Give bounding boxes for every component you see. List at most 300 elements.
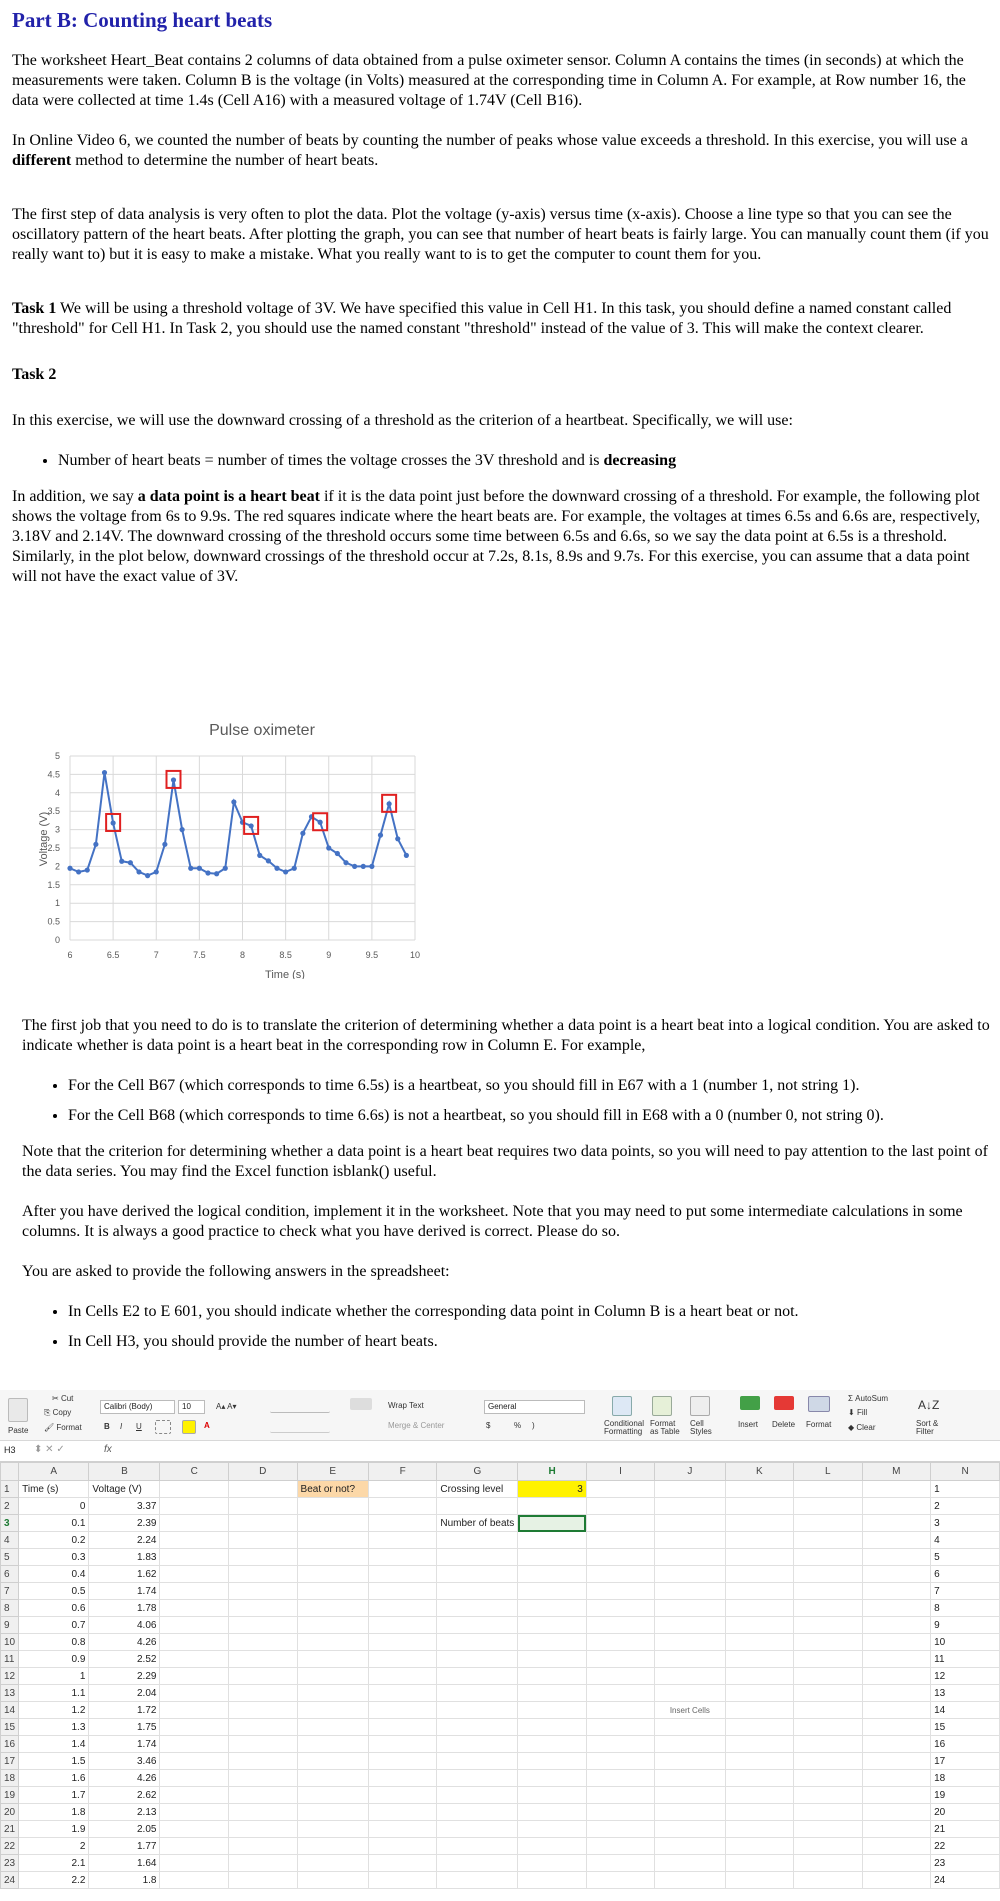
cell-e8[interactable] [297, 1600, 368, 1617]
cell-j22[interactable] [655, 1838, 726, 1855]
cell-j8[interactable] [655, 1600, 726, 1617]
cell-g20[interactable] [437, 1804, 518, 1821]
row-number[interactable]: 20 [1, 1804, 19, 1821]
insert-icon[interactable] [740, 1396, 760, 1410]
cell-e7[interactable] [297, 1583, 368, 1600]
cell-k11[interactable] [725, 1651, 794, 1668]
cell-j16[interactable] [655, 1736, 726, 1753]
sort-filter-icon[interactable]: A↓Z [918, 1398, 940, 1412]
cell-k22[interactable] [725, 1838, 794, 1855]
row-number[interactable]: 15 [1, 1719, 19, 1736]
column-header-b[interactable]: B [89, 1463, 160, 1481]
cell-f11[interactable] [368, 1651, 436, 1668]
cell-h6[interactable] [518, 1566, 587, 1583]
cell-l1[interactable] [794, 1481, 862, 1498]
cell-d16[interactable] [229, 1736, 298, 1753]
cell-a10[interactable]: 0.8 [19, 1634, 89, 1651]
cell-h10[interactable] [518, 1634, 587, 1651]
cell-j17[interactable] [655, 1753, 726, 1770]
cell-d10[interactable] [229, 1634, 298, 1651]
percent-button[interactable]: % [514, 1421, 522, 1430]
cell-m19[interactable] [862, 1787, 931, 1804]
conditional-formatting-button[interactable]: Conditional Formatting [604, 1419, 645, 1436]
cell-f14[interactable] [368, 1702, 436, 1719]
cell-k3[interactable] [725, 1515, 794, 1532]
cell-styles-icon[interactable] [690, 1396, 710, 1416]
delete-icon[interactable] [774, 1396, 794, 1410]
cell-k20[interactable] [725, 1804, 794, 1821]
cell-d23[interactable] [229, 1855, 298, 1872]
font-name-select[interactable]: Calibri (Body) [100, 1400, 175, 1414]
cell-n17[interactable]: 17 [931, 1753, 1000, 1770]
cell-i21[interactable] [586, 1821, 654, 1838]
select-all-corner[interactable] [1, 1463, 19, 1481]
cell-k23[interactable] [725, 1855, 794, 1872]
cell-h5[interactable] [518, 1549, 587, 1566]
cell-d9[interactable] [229, 1617, 298, 1634]
cell-i12[interactable] [586, 1668, 654, 1685]
cell-m12[interactable] [862, 1668, 931, 1685]
cell-f12[interactable] [368, 1668, 436, 1685]
cell-i16[interactable] [586, 1736, 654, 1753]
cell-i5[interactable] [586, 1549, 654, 1566]
align-top-icon[interactable] [270, 1398, 330, 1413]
cell-m3[interactable] [862, 1515, 931, 1532]
delete-button[interactable]: Delete [772, 1420, 796, 1429]
cell-b21[interactable]: 2.05 [89, 1821, 160, 1838]
cell-n21[interactable]: 21 [931, 1821, 1000, 1838]
cell-h20[interactable] [518, 1804, 587, 1821]
column-header-g[interactable]: G [437, 1463, 518, 1481]
cell-i4[interactable] [586, 1532, 654, 1549]
cell-h3[interactable] [518, 1515, 587, 1532]
format-as-table-button[interactable]: Format as Table [650, 1419, 680, 1436]
cell-j21[interactable] [655, 1821, 726, 1838]
cell-f7[interactable] [368, 1583, 436, 1600]
cell-c12[interactable] [160, 1668, 229, 1685]
row-number[interactable]: 9 [1, 1617, 19, 1634]
cell-a17[interactable]: 1.5 [19, 1753, 89, 1770]
cell-h18[interactable] [518, 1770, 587, 1787]
cell-i17[interactable] [586, 1753, 654, 1770]
cell-m11[interactable] [862, 1651, 931, 1668]
cell-h13[interactable] [518, 1685, 587, 1702]
cell-b7[interactable]: 1.74 [89, 1583, 160, 1600]
cell-m5[interactable] [862, 1549, 931, 1566]
cell-a7[interactable]: 0.5 [19, 1583, 89, 1600]
cell-c5[interactable] [160, 1549, 229, 1566]
cell-j12[interactable] [655, 1668, 726, 1685]
format-painter-button[interactable]: 🖌 Format [44, 1423, 82, 1432]
cell-e20[interactable] [297, 1804, 368, 1821]
row-number[interactable]: 16 [1, 1736, 19, 1753]
cell-h8[interactable] [518, 1600, 587, 1617]
cell-b20[interactable]: 2.13 [89, 1804, 160, 1821]
cell-h14[interactable] [518, 1702, 587, 1719]
cell-b24[interactable]: 1.8 [89, 1872, 160, 1889]
cell-l17[interactable] [794, 1753, 862, 1770]
row-number[interactable]: 7 [1, 1583, 19, 1600]
cell-g21[interactable] [437, 1821, 518, 1838]
row-number[interactable]: 2 [1, 1498, 19, 1515]
cell-f20[interactable] [368, 1804, 436, 1821]
cell-h21[interactable] [518, 1821, 587, 1838]
cell-l14[interactable] [794, 1702, 862, 1719]
row-number[interactable]: 19 [1, 1787, 19, 1804]
cell-d18[interactable] [229, 1770, 298, 1787]
cell-d12[interactable] [229, 1668, 298, 1685]
cell-j6[interactable] [655, 1566, 726, 1583]
cell-a2[interactable]: 0 [19, 1498, 89, 1515]
cell-c7[interactable] [160, 1583, 229, 1600]
cell-f5[interactable] [368, 1549, 436, 1566]
cell-f15[interactable] [368, 1719, 436, 1736]
cell-b8[interactable]: 1.78 [89, 1600, 160, 1617]
cell-c18[interactable] [160, 1770, 229, 1787]
cell-e14[interactable] [297, 1702, 368, 1719]
cell-e15[interactable] [297, 1719, 368, 1736]
cell-a9[interactable]: 0.7 [19, 1617, 89, 1634]
row-number[interactable]: 10 [1, 1634, 19, 1651]
cell-f18[interactable] [368, 1770, 436, 1787]
cell-g2[interactable] [437, 1498, 518, 1515]
cell-h2[interactable] [518, 1498, 587, 1515]
font-color-icon[interactable]: A [204, 1421, 210, 1430]
cell-c1[interactable] [160, 1481, 229, 1498]
cell-a24[interactable]: 2.2 [19, 1872, 89, 1889]
insert-button[interactable]: Insert [738, 1420, 759, 1429]
cell-e13[interactable] [297, 1685, 368, 1702]
row-number[interactable]: 23 [1, 1855, 19, 1872]
cell-k9[interactable] [725, 1617, 794, 1634]
cell-a12[interactable]: 1 [19, 1668, 89, 1685]
cell-a3[interactable]: 0.1 [19, 1515, 89, 1532]
cell-m22[interactable] [862, 1838, 931, 1855]
cell-e12[interactable] [297, 1668, 368, 1685]
cell-k15[interactable] [725, 1719, 794, 1736]
cell-m13[interactable] [862, 1685, 931, 1702]
cell-c20[interactable] [160, 1804, 229, 1821]
bold-button[interactable]: B [104, 1422, 110, 1431]
cell-f21[interactable] [368, 1821, 436, 1838]
cell-j7[interactable] [655, 1583, 726, 1600]
cell-j10[interactable] [655, 1634, 726, 1651]
row-number[interactable]: 24 [1, 1872, 19, 1889]
column-header-d[interactable]: D [229, 1463, 298, 1481]
cell-b3[interactable]: 2.39 [89, 1515, 160, 1532]
borders-icon[interactable] [155, 1420, 171, 1434]
paste-button[interactable]: Paste [8, 1426, 29, 1435]
underline-button[interactable]: U [136, 1422, 142, 1431]
cell-e19[interactable] [297, 1787, 368, 1804]
cell-b18[interactable]: 4.26 [89, 1770, 160, 1787]
cell-b2[interactable]: 3.37 [89, 1498, 160, 1515]
cell-h7[interactable] [518, 1583, 587, 1600]
cell-e18[interactable] [297, 1770, 368, 1787]
cell-b16[interactable]: 1.74 [89, 1736, 160, 1753]
cell-f3[interactable] [368, 1515, 436, 1532]
cell-f22[interactable] [368, 1838, 436, 1855]
cell-g3[interactable]: Number of beats [437, 1515, 518, 1532]
cell-h17[interactable] [518, 1753, 587, 1770]
fill-button[interactable]: ⬇ Fill [848, 1408, 868, 1417]
cell-i8[interactable] [586, 1600, 654, 1617]
cell-j13[interactable] [655, 1685, 726, 1702]
sort-filter-button[interactable]: Sort & Filter [916, 1419, 939, 1436]
column-header-n[interactable]: N [931, 1463, 1000, 1481]
cell-h1[interactable]: 3 [518, 1481, 587, 1498]
cut-button[interactable]: ✂ Cut [52, 1394, 74, 1403]
conditional-formatting-icon[interactable] [612, 1396, 632, 1416]
cell-h24[interactable] [518, 1872, 587, 1889]
cell-n5[interactable]: 5 [931, 1549, 1000, 1566]
cell-j4[interactable] [655, 1532, 726, 1549]
cell-i11[interactable] [586, 1651, 654, 1668]
copy-button[interactable]: ⎘ Copy [44, 1408, 72, 1417]
cell-n10[interactable]: 10 [931, 1634, 1000, 1651]
cell-d3[interactable] [229, 1515, 298, 1532]
cell-f24[interactable] [368, 1872, 436, 1889]
cell-g10[interactable] [437, 1634, 518, 1651]
cell-c23[interactable] [160, 1855, 229, 1872]
cell-i20[interactable] [586, 1804, 654, 1821]
cell-b17[interactable]: 3.46 [89, 1753, 160, 1770]
cell-k21[interactable] [725, 1821, 794, 1838]
paste-icon[interactable] [8, 1398, 28, 1422]
cell-n1[interactable]: 1 [931, 1481, 1000, 1498]
format-button[interactable]: Format [806, 1420, 832, 1429]
cell-m1[interactable] [862, 1481, 931, 1498]
row-number[interactable]: 12 [1, 1668, 19, 1685]
cell-e10[interactable] [297, 1634, 368, 1651]
cell-d15[interactable] [229, 1719, 298, 1736]
comma-button[interactable]: ) [532, 1421, 535, 1430]
row-number[interactable]: 21 [1, 1821, 19, 1838]
cell-n22[interactable]: 22 [931, 1838, 1000, 1855]
cell-e5[interactable] [297, 1549, 368, 1566]
cell-m6[interactable] [862, 1566, 931, 1583]
cell-n9[interactable]: 9 [931, 1617, 1000, 1634]
cell-d21[interactable] [229, 1821, 298, 1838]
cell-i13[interactable] [586, 1685, 654, 1702]
cell-d20[interactable] [229, 1804, 298, 1821]
cell-e3[interactable] [297, 1515, 368, 1532]
cell-l4[interactable] [794, 1532, 862, 1549]
column-header-h[interactable]: H [518, 1463, 587, 1481]
cell-l12[interactable] [794, 1668, 862, 1685]
cell-a19[interactable]: 1.7 [19, 1787, 89, 1804]
row-number[interactable]: 17 [1, 1753, 19, 1770]
cell-l21[interactable] [794, 1821, 862, 1838]
cell-k6[interactable] [725, 1566, 794, 1583]
cell-f1[interactable] [368, 1481, 436, 1498]
column-header-i[interactable]: I [586, 1463, 654, 1481]
cell-i24[interactable] [586, 1872, 654, 1889]
cell-e2[interactable] [297, 1498, 368, 1515]
cell-a16[interactable]: 1.4 [19, 1736, 89, 1753]
cell-d8[interactable] [229, 1600, 298, 1617]
cell-b19[interactable]: 2.62 [89, 1787, 160, 1804]
cell-styles-button[interactable]: Cell Styles [690, 1419, 712, 1436]
cell-c24[interactable] [160, 1872, 229, 1889]
cell-k12[interactable] [725, 1668, 794, 1685]
cell-j14[interactable]: Insert Cells [655, 1702, 726, 1719]
cell-n12[interactable]: 12 [931, 1668, 1000, 1685]
cell-e9[interactable] [297, 1617, 368, 1634]
cell-k4[interactable] [725, 1532, 794, 1549]
cell-f16[interactable] [368, 1736, 436, 1753]
cell-c10[interactable] [160, 1634, 229, 1651]
cell-n3[interactable]: 3 [931, 1515, 1000, 1532]
cell-f2[interactable] [368, 1498, 436, 1515]
row-number[interactable]: 3 [1, 1515, 19, 1532]
cell-c11[interactable] [160, 1651, 229, 1668]
cell-n18[interactable]: 18 [931, 1770, 1000, 1787]
cell-a18[interactable]: 1.6 [19, 1770, 89, 1787]
cell-l20[interactable] [794, 1804, 862, 1821]
cell-c16[interactable] [160, 1736, 229, 1753]
cell-n15[interactable]: 15 [931, 1719, 1000, 1736]
cell-a4[interactable]: 0.2 [19, 1532, 89, 1549]
cell-k7[interactable] [725, 1583, 794, 1600]
cell-h23[interactable] [518, 1855, 587, 1872]
cell-g6[interactable] [437, 1566, 518, 1583]
cell-l6[interactable] [794, 1566, 862, 1583]
cell-f13[interactable] [368, 1685, 436, 1702]
cell-c9[interactable] [160, 1617, 229, 1634]
cell-b15[interactable]: 1.75 [89, 1719, 160, 1736]
cell-c3[interactable] [160, 1515, 229, 1532]
row-number[interactable]: 22 [1, 1838, 19, 1855]
column-header-a[interactable]: A [19, 1463, 89, 1481]
cell-g23[interactable] [437, 1855, 518, 1872]
cell-m16[interactable] [862, 1736, 931, 1753]
cell-l18[interactable] [794, 1770, 862, 1787]
cell-l11[interactable] [794, 1651, 862, 1668]
row-number[interactable]: 6 [1, 1566, 19, 1583]
format-as-table-icon[interactable] [652, 1396, 672, 1416]
cell-j9[interactable] [655, 1617, 726, 1634]
cell-k17[interactable] [725, 1753, 794, 1770]
cell-g8[interactable] [437, 1600, 518, 1617]
cell-n23[interactable]: 23 [931, 1855, 1000, 1872]
cell-g18[interactable] [437, 1770, 518, 1787]
cell-f17[interactable] [368, 1753, 436, 1770]
cell-l24[interactable] [794, 1872, 862, 1889]
cell-a20[interactable]: 1.8 [19, 1804, 89, 1821]
cell-a11[interactable]: 0.9 [19, 1651, 89, 1668]
column-header-j[interactable]: J [655, 1463, 726, 1481]
cell-c22[interactable] [160, 1838, 229, 1855]
cell-h4[interactable] [518, 1532, 587, 1549]
cell-d7[interactable] [229, 1583, 298, 1600]
cell-g7[interactable] [437, 1583, 518, 1600]
cell-d13[interactable] [229, 1685, 298, 1702]
cell-b4[interactable]: 2.24 [89, 1532, 160, 1549]
cell-m9[interactable] [862, 1617, 931, 1634]
cell-l22[interactable] [794, 1838, 862, 1855]
cell-a8[interactable]: 0.6 [19, 1600, 89, 1617]
cell-d14[interactable] [229, 1702, 298, 1719]
cell-l23[interactable] [794, 1855, 862, 1872]
cell-l2[interactable] [794, 1498, 862, 1515]
cell-c6[interactable] [160, 1566, 229, 1583]
cell-i3[interactable] [586, 1515, 654, 1532]
cell-g9[interactable] [437, 1617, 518, 1634]
cell-j2[interactable] [655, 1498, 726, 1515]
cell-i2[interactable] [586, 1498, 654, 1515]
cell-d17[interactable] [229, 1753, 298, 1770]
cell-g4[interactable] [437, 1532, 518, 1549]
cell-a5[interactable]: 0.3 [19, 1549, 89, 1566]
cell-i19[interactable] [586, 1787, 654, 1804]
cell-b23[interactable]: 1.64 [89, 1855, 160, 1872]
cell-m23[interactable] [862, 1855, 931, 1872]
row-number[interactable]: 8 [1, 1600, 19, 1617]
cell-c17[interactable] [160, 1753, 229, 1770]
formula-input[interactable] [118, 1443, 988, 1458]
cell-g17[interactable] [437, 1753, 518, 1770]
cell-m18[interactable] [862, 1770, 931, 1787]
grow-font-button[interactable]: A▴ A▾ [216, 1402, 237, 1411]
cell-a23[interactable]: 2.1 [19, 1855, 89, 1872]
cell-g14[interactable] [437, 1702, 518, 1719]
cell-g11[interactable] [437, 1651, 518, 1668]
row-number[interactable]: 1 [1, 1481, 19, 1498]
cell-k1[interactable] [725, 1481, 794, 1498]
cell-m7[interactable] [862, 1583, 931, 1600]
cell-c19[interactable] [160, 1787, 229, 1804]
cell-e6[interactable] [297, 1566, 368, 1583]
cell-e16[interactable] [297, 1736, 368, 1753]
row-number[interactable]: 13 [1, 1685, 19, 1702]
cell-e21[interactable] [297, 1821, 368, 1838]
cell-e24[interactable] [297, 1872, 368, 1889]
cell-f10[interactable] [368, 1634, 436, 1651]
cell-h15[interactable] [518, 1719, 587, 1736]
cell-j23[interactable] [655, 1855, 726, 1872]
column-header-f[interactable]: F [368, 1463, 436, 1481]
cell-l13[interactable] [794, 1685, 862, 1702]
cell-m24[interactable] [862, 1872, 931, 1889]
cell-f19[interactable] [368, 1787, 436, 1804]
cell-e17[interactable] [297, 1753, 368, 1770]
cell-i22[interactable] [586, 1838, 654, 1855]
row-number[interactable]: 18 [1, 1770, 19, 1787]
name-box[interactable]: H3 [4, 1445, 16, 1455]
cell-l19[interactable] [794, 1787, 862, 1804]
cell-l8[interactable] [794, 1600, 862, 1617]
cell-c15[interactable] [160, 1719, 229, 1736]
cell-l7[interactable] [794, 1583, 862, 1600]
cell-g5[interactable] [437, 1549, 518, 1566]
number-format-select[interactable]: General [484, 1400, 585, 1414]
cell-m14[interactable] [862, 1702, 931, 1719]
cell-j15[interactable] [655, 1719, 726, 1736]
cell-j18[interactable] [655, 1770, 726, 1787]
column-header-e[interactable]: E [297, 1463, 368, 1481]
cell-j5[interactable] [655, 1549, 726, 1566]
cell-k10[interactable] [725, 1634, 794, 1651]
cell-b11[interactable]: 2.52 [89, 1651, 160, 1668]
cell-a21[interactable]: 1.9 [19, 1821, 89, 1838]
cell-h16[interactable] [518, 1736, 587, 1753]
cell-i14[interactable] [586, 1702, 654, 1719]
cell-i6[interactable] [586, 1566, 654, 1583]
cell-b13[interactable]: 2.04 [89, 1685, 160, 1702]
orientation-icon[interactable] [350, 1398, 372, 1410]
cell-j19[interactable] [655, 1787, 726, 1804]
